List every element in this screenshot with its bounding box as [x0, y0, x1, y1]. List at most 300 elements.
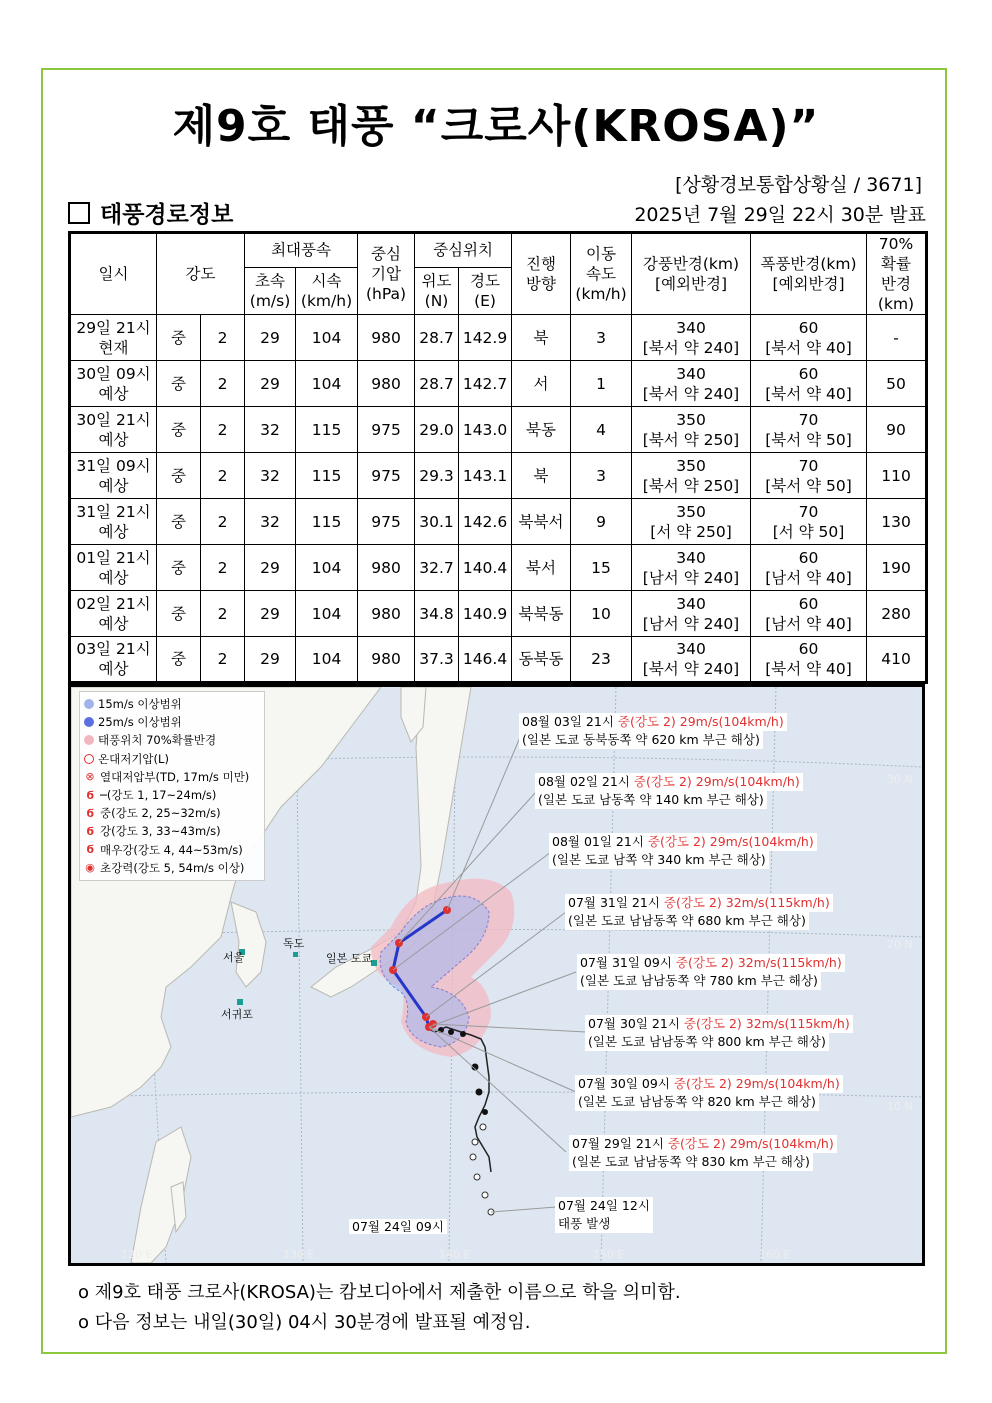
lat-cell [415, 407, 459, 453]
place-seogwipo: 서귀포 [221, 1008, 253, 1021]
pressure-cell [358, 591, 415, 637]
prob-radius-cell [867, 361, 927, 407]
td-icon: ⊗ [85, 770, 95, 784]
prob-radius-cell-text: 130 [881, 512, 911, 531]
direction-cell-text: 북 [533, 466, 549, 485]
storm-radius-cell-text: [북서 약 240] [642, 660, 740, 678]
pressure-cell-text: 980 [371, 558, 401, 577]
time-cell-text: 29일 21시 [76, 318, 151, 337]
gale-radius-cell-text: 60 [798, 364, 819, 383]
direction-cell-text: 동북동 [518, 650, 564, 668]
speed-cell [571, 499, 632, 545]
time-cell-text: 예상 [98, 522, 129, 541]
note-item: o 다음 정보는 내일(30일) 04시 30분경에 발표될 예정임. [78, 1312, 531, 1333]
prob-radius-cell [867, 591, 927, 637]
lat-cell [415, 545, 459, 591]
wind-kmh-cell [296, 453, 358, 499]
lat-cell [415, 315, 459, 361]
speed-cell-text: 4 [596, 420, 606, 439]
annotation-time: 07월 30일 09시 [578, 1076, 674, 1091]
time-cell [70, 361, 157, 407]
grade-cell [157, 637, 201, 683]
lon-cell-text: 143.1 [462, 466, 508, 485]
wind-ms-cell [245, 315, 296, 361]
annotation-location: (일본 도쿄 남동쪽 약 140 km 부근 해상) [535, 791, 767, 809]
lat-tick: 10 N [887, 1100, 913, 1113]
wind-ms-cell [245, 407, 296, 453]
start-annotation: 07월 24일 09시 [349, 1218, 447, 1236]
prob-radius-cell-text: - [893, 328, 899, 347]
gale-radius-cell-text: [남서 약 40] [765, 614, 852, 633]
speed-cell [571, 407, 632, 453]
lon-cell [459, 637, 512, 683]
map-legend [79, 691, 265, 881]
header-direction: 진행 방향 [512, 233, 571, 315]
direction-cell [512, 591, 571, 637]
speed-cell [571, 315, 632, 361]
typhoon-track-table [68, 231, 928, 684]
storm-radius-cell-text: [북서 약 240] [642, 384, 740, 403]
lat-cell [415, 591, 459, 637]
legend-item [84, 859, 260, 877]
grade-cell-text: 중 [171, 512, 186, 531]
annotation-intensity: 중(강도 2) 29m/s(104km/h) [673, 1076, 840, 1091]
lat-cell [415, 637, 459, 683]
lon-cell-text: 140.9 [462, 604, 508, 623]
lat-cell-text: 32.7 [419, 558, 454, 577]
speed-cell [571, 637, 632, 683]
wind-ms-cell [245, 637, 296, 683]
wind-kmh-cell [296, 315, 358, 361]
annotation-time: 07월 31일 09시 [580, 955, 676, 970]
grade-4-icon: ϭ [86, 843, 94, 857]
legend-item [84, 713, 260, 731]
lon-cell [459, 499, 512, 545]
gale-radius-cell [751, 637, 867, 683]
direction-cell [512, 407, 571, 453]
time-cell-text: 03일 21시 [76, 640, 151, 658]
direction-cell-text: 북북동 [518, 604, 564, 623]
lon-cell [459, 407, 512, 453]
legend-label: 중(강도 2, 25~32m/s) [100, 806, 221, 821]
time-cell [70, 637, 157, 683]
lon-cell-text: 142.6 [462, 512, 508, 531]
lat-cell-text: 28.7 [419, 374, 454, 393]
track-annotation [535, 773, 803, 809]
header-pressure: 중심 기압 (hPa) [358, 233, 415, 315]
place-dokdo: 독도 [283, 937, 305, 950]
level-cell-text: 2 [217, 420, 228, 439]
lon-tick: 130 E [283, 1248, 315, 1261]
pressure-cell-text: 980 [371, 374, 401, 393]
storm-radius-cell-text: [북서 약 240] [642, 338, 740, 357]
legend-label: 열대저압부(TD, 17m/s 미만) [100, 769, 250, 784]
direction-cell-text: 북 [533, 328, 549, 347]
speed-cell [571, 591, 632, 637]
annotation-intensity: 중(강도 2) 32m/s(115km/h) [663, 895, 830, 910]
wind-ms-cell [245, 545, 296, 591]
table-row [70, 499, 927, 545]
direction-cell-text: 북동 [526, 420, 556, 439]
time-cell-text: 예상 [98, 660, 129, 678]
notes [78, 1278, 681, 1338]
legend-label: 초강력(강도 5, 54m/s 이상) [100, 860, 245, 875]
prob-radius-cell [867, 407, 927, 453]
annotation-location: (일본 도쿄 남남동쪽 약 820 km 부근 해상) [575, 1093, 819, 1111]
gale-radius-cell-text: [북서 약 50] [765, 476, 852, 495]
wind-kmh-cell-text: 104 [311, 650, 342, 668]
level-cell [201, 637, 245, 683]
table-row [70, 361, 927, 407]
gale-radius-cell-text: 70 [798, 456, 819, 475]
lon-cell-text: 142.7 [462, 374, 508, 393]
time-cell-text: 02일 21시 [76, 594, 151, 613]
prob-radius-cell [867, 545, 927, 591]
extratropical-icon [84, 754, 94, 764]
pressure-cell-text: 975 [371, 512, 401, 531]
wind-ms-cell-text: 32 [260, 420, 280, 439]
gale-radius-cell-text: [북서 약 40] [765, 338, 852, 357]
header-storm-radius: 강풍반경(km) [예외반경] [632, 233, 751, 315]
track-annotation [565, 894, 833, 930]
lon-cell [459, 361, 512, 407]
storm-radius-cell [632, 545, 751, 591]
storm-radius-cell [632, 499, 751, 545]
lat-cell [415, 453, 459, 499]
legend-item [84, 731, 260, 749]
storm-radius-cell-text: 340 [676, 364, 706, 383]
legend-item [84, 841, 260, 859]
storm-radius-cell [632, 453, 751, 499]
speed-cell-text: 10 [591, 604, 611, 623]
track-annotation [519, 713, 787, 749]
annotation-intensity: 중(강도 2) 29m/s(104km/h) [667, 1136, 834, 1151]
time-cell [70, 499, 157, 545]
annotation-time: 07월 30일 21시 [588, 1016, 684, 1031]
legend-label: 매우강(강도 4, 44~53m/s) [100, 842, 243, 857]
time-cell-text: 예상 [98, 430, 129, 449]
track-annotation [577, 954, 845, 990]
direction-cell [512, 637, 571, 683]
level-cell-text: 2 [217, 466, 228, 485]
direction-cell [512, 361, 571, 407]
wind-ms-cell [245, 499, 296, 545]
note-item: o 제9호 태풍 크로사(KROSA)는 캄보디아에서 제출한 이름으로 학을 의미함. [78, 1282, 681, 1303]
level-cell [201, 361, 245, 407]
lat-tick: 30 N [887, 773, 913, 786]
gale-radius-cell-text: [서 약 50] [772, 522, 845, 541]
lat-cell [415, 361, 459, 407]
office-label: [상황경보통합상황실 / 3671] [675, 174, 922, 196]
grade-cell [157, 361, 201, 407]
wind-kmh-cell-text: 104 [311, 558, 342, 577]
direction-cell [512, 545, 571, 591]
gale-radius-cell [751, 315, 867, 361]
header-intensity: 강도 [157, 233, 245, 315]
time-cell-text: 30일 21시 [76, 410, 151, 429]
gale-radius-cell-text: 70 [798, 410, 819, 429]
time-cell [70, 453, 157, 499]
storm-radius-cell [632, 361, 751, 407]
grade-cell [157, 591, 201, 637]
grade-1-icon: ϭ [86, 788, 94, 802]
place-seoul: 서울 [223, 951, 245, 964]
wind-kmh-cell-text: 115 [311, 420, 342, 439]
table-row [70, 315, 927, 361]
speed-cell-text: 3 [596, 466, 606, 485]
time-cell-text: 현재 [98, 338, 129, 357]
prob-radius-cell-text: 50 [886, 374, 906, 393]
storm-radius-cell [632, 637, 751, 683]
grade-2-icon: ϭ [86, 806, 94, 820]
lon-cell-text: 142.9 [462, 328, 508, 347]
speed-cell [571, 453, 632, 499]
prob-radius-cell-text: 110 [881, 466, 911, 485]
storm-radius-cell-text: [서 약 250] [650, 522, 732, 541]
annotation-intensity: 중(강도 2) 32m/s(115km/h) [675, 955, 842, 970]
storm-radius-cell-text: 340 [676, 318, 706, 337]
gale-radius-cell-text: 60 [798, 548, 819, 567]
header-lat: 위도 (N) [415, 267, 459, 314]
gale-radius-cell-text: 60 [798, 640, 819, 658]
place-tokyo: 일본 도쿄 [326, 952, 373, 965]
annotation-location: (일본 도쿄 남남동쪽 약 830 km 부근 해상) [569, 1153, 813, 1171]
time-cell [70, 407, 157, 453]
annotation-location: (일본 도쿄 남남동쪽 약 800 km 부근 해상) [585, 1033, 829, 1051]
annotation-intensity: 중(강도 2) 32m/s(115km/h) [683, 1016, 850, 1031]
level-cell [201, 407, 245, 453]
annotation-time: 07월 29일 21시 [572, 1136, 668, 1151]
gale-radius-cell [751, 407, 867, 453]
time-cell [70, 545, 157, 591]
legend-item [84, 695, 260, 713]
grade-5-icon: ◉ [85, 861, 95, 875]
time-cell [70, 315, 157, 361]
wind-15ms-icon [84, 699, 94, 709]
storm-radius-cell-text: 350 [676, 456, 706, 475]
grade-cell-text: 중 [171, 604, 186, 623]
lon-tick: 150 E [593, 1248, 625, 1261]
section-heading [68, 196, 233, 229]
pressure-cell-text: 975 [371, 420, 401, 439]
storm-radius-cell-text: 340 [676, 548, 706, 567]
grade-cell [157, 453, 201, 499]
grade-3-icon: ϭ [86, 824, 94, 838]
annotation-intensity: 중(강도 2) 29m/s(104km/h) [617, 714, 784, 729]
prob-radius-cell-text: 280 [881, 604, 911, 623]
direction-cell-text: 북북서 [518, 512, 564, 531]
wind-ms-cell-text: 29 [260, 650, 280, 668]
annotation-location: (일본 도쿄 남남동쪽 약 680 km 부근 해상) [565, 912, 809, 930]
level-cell-text: 2 [217, 374, 228, 393]
gale-radius-cell-text: 70 [798, 502, 819, 521]
page-title: 제9호 태풍 “크로사(KROSA)” [172, 101, 820, 152]
wind-ms-cell [245, 591, 296, 637]
header-wind-kmh: 시속 (km/h) [296, 267, 358, 314]
prob-radius-cell [867, 499, 927, 545]
header-wind-ms: 초속 (m/s) [245, 267, 296, 314]
lon-tick: 160 E [759, 1248, 791, 1261]
storm-radius-cell [632, 407, 751, 453]
speed-cell-text: 9 [596, 512, 606, 531]
level-cell [201, 499, 245, 545]
gale-radius-cell-text: [북서 약 40] [765, 384, 852, 403]
time-cell-text: 31일 09시 [76, 456, 151, 475]
prob-70-icon [84, 735, 94, 745]
gale-radius-cell [751, 453, 867, 499]
direction-cell-text: 서 [533, 374, 549, 393]
speed-cell-text: 3 [596, 328, 606, 347]
pressure-cell [358, 407, 415, 453]
prob-radius-cell-text: 410 [881, 650, 911, 668]
annotation-time: 07월 31일 21시 [568, 895, 664, 910]
lon-tick: 120 E [121, 1248, 153, 1261]
time-cell-text: 예상 [98, 614, 129, 633]
wind-kmh-cell-text: 104 [311, 374, 342, 393]
wind-kmh-cell [296, 407, 358, 453]
level-cell-text: 2 [217, 512, 228, 531]
time-cell-text: 예상 [98, 568, 129, 587]
header-speed: 이동 속도 (km/h) [571, 233, 632, 315]
legend-label: 강(강도 3, 33~43m/s) [100, 824, 221, 839]
direction-cell [512, 453, 571, 499]
grade-cell-text: 중 [171, 558, 186, 577]
header-prob-radius: 70% 확률 반경 (km) [867, 233, 927, 315]
lon-tick: 140 E [439, 1248, 471, 1261]
direction-cell-text: 북서 [526, 558, 556, 577]
time-cell [70, 591, 157, 637]
pressure-cell-text: 980 [371, 650, 401, 668]
lon-cell [459, 591, 512, 637]
direction-cell [512, 315, 571, 361]
header-center: 중심위치 [415, 233, 512, 268]
checkbox-icon [68, 202, 90, 224]
gale-radius-cell [751, 499, 867, 545]
pressure-cell [358, 315, 415, 361]
legend-item [84, 750, 260, 768]
gale-radius-cell-text: 60 [798, 594, 819, 613]
gale-radius-cell-text: 60 [798, 318, 819, 337]
lat-cell-text: 29.0 [419, 420, 454, 439]
wind-kmh-cell [296, 591, 358, 637]
level-cell-text: 2 [217, 558, 228, 577]
gale-radius-cell [751, 591, 867, 637]
wind-25ms-icon [84, 717, 94, 727]
level-cell-text: 2 [217, 650, 228, 668]
legend-label: 15m/s 이상범위 [98, 697, 182, 712]
section-title: 태풍경로정보 [100, 202, 234, 228]
speed-cell-text: 23 [591, 650, 611, 668]
gale-radius-cell-text: [북서 약 50] [765, 430, 852, 449]
pressure-cell [358, 499, 415, 545]
direction-cell [512, 499, 571, 545]
storm-radius-cell-text: [북서 약 250] [642, 476, 740, 495]
lat-cell-text: 34.8 [419, 604, 454, 623]
track-annotation [569, 1135, 837, 1171]
wind-ms-cell-text: 29 [260, 374, 280, 393]
grade-cell-text: 중 [171, 466, 186, 485]
table-row [70, 637, 927, 683]
lon-cell [459, 315, 512, 361]
legend-label: 25m/s 이상범위 [98, 715, 182, 730]
lat-cell-text: 37.3 [419, 650, 454, 668]
storm-radius-cell [632, 315, 751, 361]
prob-radius-cell-text: 90 [886, 420, 906, 439]
lat-tick: 20 N [887, 938, 913, 951]
level-cell [201, 453, 245, 499]
grade-cell-text: 중 [171, 374, 186, 393]
storm-radius-cell-text: 350 [676, 410, 706, 429]
track-annotation [575, 1075, 843, 1111]
wind-kmh-cell [296, 545, 358, 591]
time-cell-text: 예상 [98, 476, 129, 495]
header-lon: 경도 (E) [459, 267, 512, 314]
lat-cell-text: 30.1 [419, 512, 454, 531]
prob-radius-cell [867, 637, 927, 683]
time-cell-text: 01일 21시 [76, 548, 151, 567]
storm-radius-cell-text: [남서 약 240] [642, 614, 740, 633]
speed-cell-text: 1 [596, 374, 606, 393]
gale-radius-cell-text: [북서 약 40] [765, 660, 852, 678]
lon-cell-text: 140.4 [462, 558, 508, 577]
track-annotation [585, 1015, 853, 1051]
grade-cell [157, 545, 201, 591]
grade-cell [157, 499, 201, 545]
header-gale-radius: 폭풍반경(km) [예외반경] [751, 233, 867, 315]
grade-cell-text: 중 [171, 328, 186, 347]
time-cell-text: 예상 [98, 384, 129, 403]
annotation-time: 08월 02일 21시 [538, 774, 634, 789]
wind-ms-cell [245, 361, 296, 407]
lat-cell-text: 28.7 [419, 328, 454, 347]
wind-kmh-cell [296, 499, 358, 545]
level-cell-text: 2 [217, 604, 228, 623]
lon-cell [459, 453, 512, 499]
grade-cell-text: 중 [171, 650, 186, 668]
storm-radius-cell-text: 340 [676, 594, 706, 613]
annotation-time: 08월 01일 21시 [552, 834, 648, 849]
legend-item [84, 786, 260, 804]
table-body [70, 315, 927, 683]
wind-kmh-cell-text: 104 [311, 328, 342, 347]
annotation-location: (일본 도쿄 남남동쪽 약 780 km 부근 해상) [577, 972, 821, 990]
wind-kmh-cell [296, 637, 358, 683]
grade-cell [157, 315, 201, 361]
grade-cell [157, 407, 201, 453]
issue-date: 2025년 7월 29일 22시 30분 발표 [634, 204, 926, 226]
speed-cell [571, 545, 632, 591]
storm-radius-cell-text: [남서 약 240] [642, 568, 740, 587]
time-cell-text: 30일 09시 [76, 364, 151, 383]
wind-ms-cell-text: 29 [260, 604, 280, 623]
legend-label: ─(강도 1, 17~24m/s) [100, 788, 217, 803]
lon-cell-text: 143.0 [462, 420, 508, 439]
storm-radius-cell-text: 340 [676, 640, 706, 658]
storm-radius-cell-text: 350 [676, 502, 706, 521]
time-cell-text: 31일 21시 [76, 502, 151, 521]
storm-radius-cell [632, 591, 751, 637]
lon-cell-text: 146.4 [462, 650, 508, 668]
wind-ms-cell-text: 32 [260, 512, 280, 531]
table-row [70, 545, 927, 591]
track-map [68, 684, 925, 1266]
level-cell-text: 2 [217, 328, 228, 347]
prob-radius-cell-text: 190 [881, 558, 911, 577]
annotation-location: (일본 도쿄 남쪽 약 340 km 부근 해상) [549, 851, 769, 869]
gale-radius-cell-text: [남서 약 40] [765, 568, 852, 587]
pressure-cell [358, 361, 415, 407]
track-annotation [549, 833, 817, 869]
